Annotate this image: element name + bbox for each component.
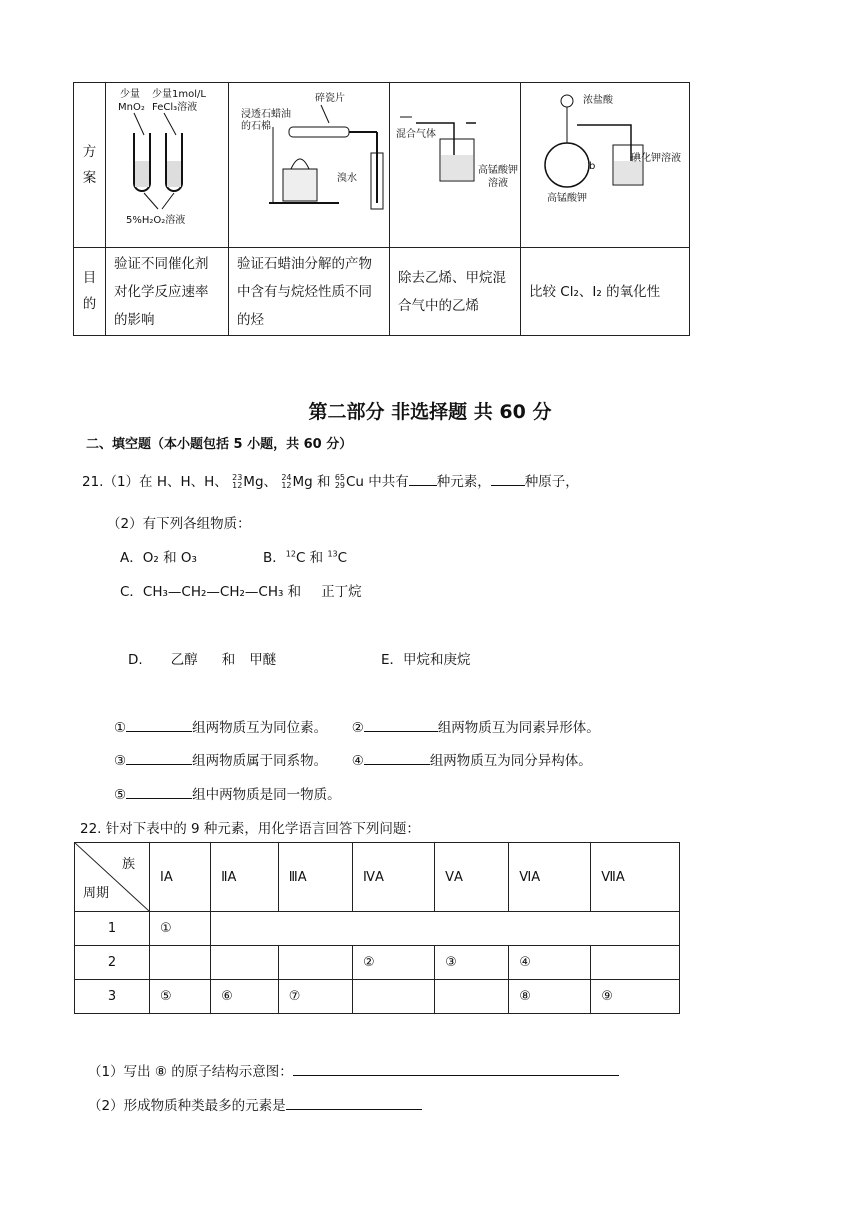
- element-cell: [211, 946, 279, 980]
- q21-part1: 21.（1）在 H、H、H、 23 12Mg、 24 12Mg 和 65 29Cu 中共有 种元素， 种原子，: [82, 473, 579, 490]
- element-cell: ⑥: [211, 980, 279, 1014]
- chlorine-generation-diagram: [521, 83, 689, 237]
- answer-blank[interactable]: [491, 473, 525, 486]
- answer-blank[interactable]: [126, 719, 192, 732]
- part2-title: 第二部分 非选择题 共 60 分: [308, 401, 552, 423]
- section-title: 二、填空题（本小题包括 5 小题，共 60 分）: [86, 437, 353, 452]
- q21-part2-intro: （2）有下列各组物质：: [107, 516, 251, 532]
- svg-text:少量: 少量: [120, 89, 140, 100]
- q22-intro: 22. 针对下表中的 9 种元素，用化学语言回答下列问题：: [80, 821, 420, 837]
- isotope-cu65: 65 29: [334, 473, 345, 490]
- q22-sub1: （1）写出 ⑧ 的原子结构示意图：: [88, 1060, 619, 1080]
- corner-cell: 族 周期: [75, 843, 150, 912]
- element-cell: ②: [353, 946, 435, 980]
- element-cell: ⑨: [591, 980, 680, 1014]
- svg-text:高锰酸钾: 高锰酸钾: [547, 193, 587, 204]
- purpose-4: 比较 Cl₂、I₂ 的氧化性: [521, 248, 690, 336]
- periodic-table: [74, 842, 680, 1014]
- svg-text:FeCl₃溶液: FeCl₃溶液: [152, 102, 198, 113]
- svg-text:碎瓷片: 碎瓷片: [315, 93, 345, 104]
- q22-sub2: （2）形成物质种类最多的元素是: [88, 1094, 422, 1114]
- element-cell: ⑧: [509, 980, 591, 1014]
- isotope-mg24: 24 12: [281, 473, 292, 490]
- option-b: B．$^{12}$C 和 $^{13}$C: [263, 549, 348, 566]
- period-label: 2: [75, 946, 150, 980]
- element-cell: ⑤: [150, 980, 211, 1014]
- blank-line-3: ⑤ 组中两物质是同一物质。: [114, 787, 341, 803]
- svg-text:溴水: 溴水: [337, 173, 357, 184]
- group-header: ⅠA: [150, 843, 211, 912]
- option-e: E．甲烷和庚烷: [381, 652, 471, 668]
- svg-text:MnO₂: MnO₂: [118, 102, 145, 113]
- element-cell: [150, 946, 211, 980]
- element-cell: ⑦: [278, 980, 352, 1014]
- purpose-2: 验证石蜡油分解的产物中含有与烷烃性质不同的烃: [229, 248, 390, 336]
- gas-washing-bottle-diagram: [390, 83, 520, 237]
- diagram-cell-4: [521, 83, 690, 248]
- element-cell: [353, 980, 435, 1014]
- answer-blank[interactable]: [409, 473, 437, 486]
- svg-text:少量1mol/L: 少量1mol/L: [152, 89, 206, 100]
- answer-blank[interactable]: [126, 786, 192, 799]
- period-label: 3: [75, 980, 150, 1014]
- element-cell: [591, 946, 680, 980]
- element-cell: ③: [435, 946, 509, 980]
- group-header: ⅣA: [353, 843, 435, 912]
- diagram-cell-1: [106, 83, 229, 248]
- blank-line-2: ③ 组两物质属于同系物。 ④ 组两物质互为同分异构体。: [114, 753, 592, 769]
- svg-text:浸透石蜡油: 浸透石蜡油: [241, 109, 291, 120]
- svg-text:高锰酸钾: 高锰酸钾: [478, 165, 518, 176]
- svg-text:碘化钾溶液: 碘化钾溶液: [631, 153, 681, 164]
- svg-text:混合气体: 混合气体: [396, 129, 436, 140]
- paraffin-decomposition-diagram: [229, 83, 389, 237]
- plan-table: [73, 82, 690, 336]
- svg-text:的石棉: 的石棉: [241, 121, 271, 132]
- purpose-3: 除去乙烯、甲烷混合气中的乙烯: [390, 248, 521, 336]
- answer-blank[interactable]: [286, 1097, 422, 1110]
- row-label-purpose: 目的: [74, 248, 106, 336]
- test-tube-diagram: [106, 83, 228, 237]
- element-cell: ④: [509, 946, 591, 980]
- period-label: 1: [75, 912, 150, 946]
- svg-text:浓盐酸: 浓盐酸: [583, 95, 613, 106]
- element-cell: [278, 946, 352, 980]
- answer-blank[interactable]: [126, 752, 192, 765]
- svg-text:溶液: 溶液: [488, 178, 508, 189]
- group-header: ⅥA: [509, 843, 591, 912]
- empty-span-cell: [211, 912, 680, 946]
- group-header: ⅦA: [591, 843, 680, 912]
- option-c: C．CH₃—CH₂—CH₂—CH₃ 和 正丁烷: [120, 584, 362, 600]
- purpose-1: 验证不同催化剂对化学反应速率的影响: [106, 248, 229, 336]
- answer-blank[interactable]: [293, 1063, 619, 1076]
- element-cell: [435, 980, 509, 1014]
- option-d: D. 乙醇 和 甲醚: [128, 652, 277, 668]
- element-cell: ①: [150, 912, 211, 946]
- answer-blank[interactable]: [364, 752, 430, 765]
- group-header: ⅡA: [211, 843, 279, 912]
- svg-text:b: b: [589, 161, 596, 172]
- row-label-plan: 方案: [74, 83, 106, 248]
- blank-line-1: ① 组两物质互为同位素。 ② 组两物质互为同素异形体。: [114, 720, 600, 736]
- isotope-mg23: 23 12: [232, 473, 243, 490]
- group-header: ⅤA: [435, 843, 509, 912]
- option-a: A．O₂ 和 O₃: [120, 550, 197, 566]
- group-header: ⅢA: [278, 843, 352, 912]
- answer-blank[interactable]: [364, 719, 438, 732]
- diagram-cell-2: [229, 83, 390, 248]
- diagram-cell-3: [390, 83, 521, 248]
- svg-text:5%H₂O₂溶液: 5%H₂O₂溶液: [126, 215, 186, 226]
